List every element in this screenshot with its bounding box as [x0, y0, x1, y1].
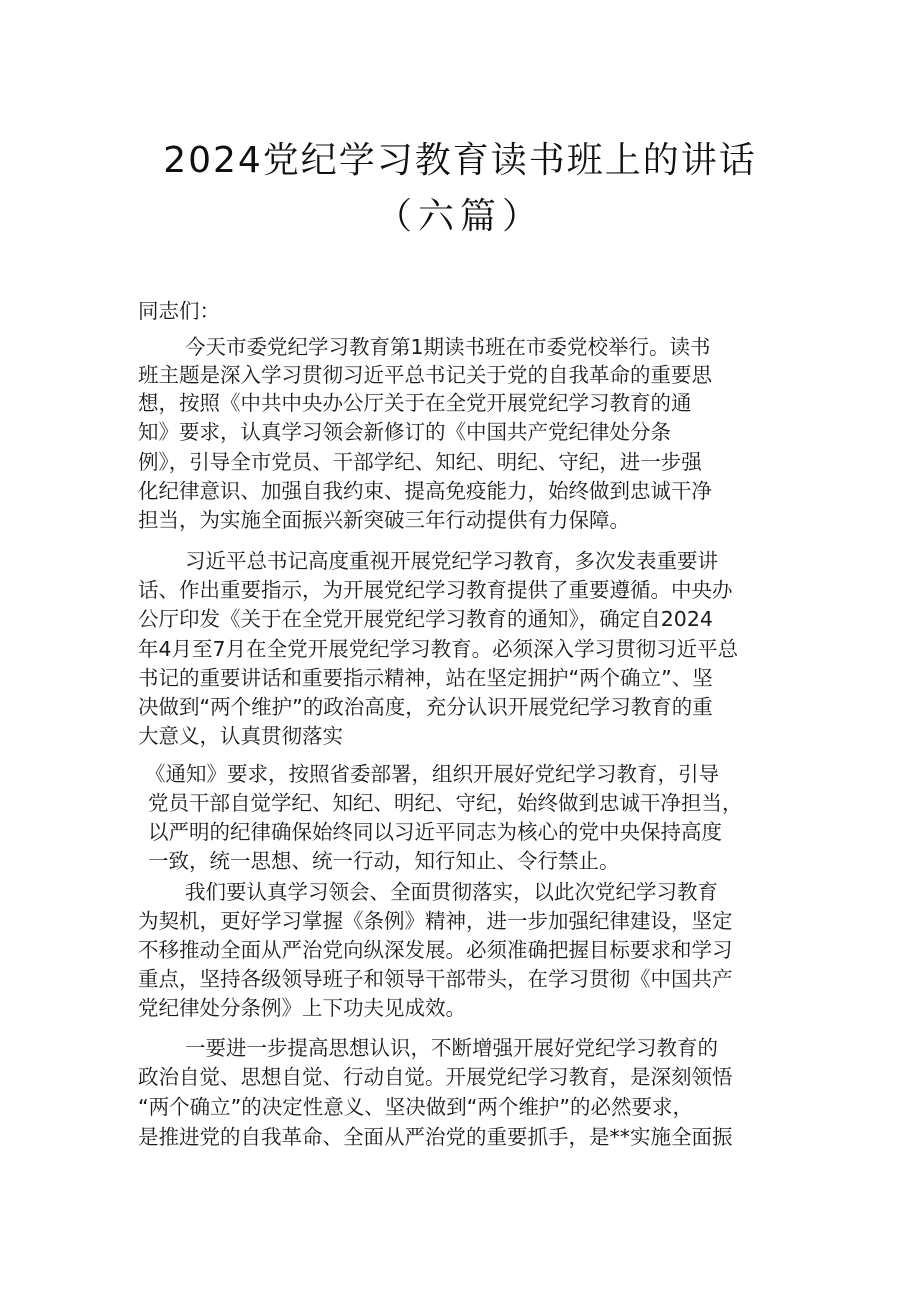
text-line: 知》要求，认真学习领会新修订的《中国共产党纪律处分条 [138, 420, 671, 444]
text-line: 不移推动全面从严治党向纵深发展。必须准确把握目标要求和学习 [138, 938, 733, 962]
document-title: 2024党纪学习教育读书班上的讲话 [163, 140, 757, 181]
text-line: 担当，为实施全面振兴新突破三年行动提供有力保障。 [138, 508, 630, 532]
text-line: 我们要认真学习领会、全面贯彻落实，以此次党纪学习教育 [185, 880, 718, 904]
text-line: 习近平总书记高度重视开展党纪学习教育，多次发表重要讲 [185, 549, 718, 573]
text-line: 大意义，认真贯彻落实 [138, 724, 343, 748]
text-line: 是推进党的自我革命、全面从严治党的重要抓手，是**实施全面振 [138, 1125, 733, 1149]
text-line: 年4月至7月在全党开展党纪学习教育。必须深入学习贯彻习近平总 [138, 637, 739, 661]
text-line: “两个确立”的决定性意义、坚决做到“两个维护”的必然要求， [138, 1095, 693, 1119]
text-line: 今天市委党纪学习教育第1期读书班在市委党校举行。读书 [185, 335, 711, 359]
salutation: 同志们： [138, 299, 220, 323]
text-line: 班主题是深入学习贯彻习近平总书记关于党的自我革命的重要思 [138, 363, 712, 387]
text-line: 想，按照《中共中央办公厅关于在全党开展党纪学习教育的通 [138, 391, 692, 415]
text-line: 一要进一步提高思想认识，不断增强开展好党纪学习教育的 [185, 1036, 718, 1060]
document-title-subtitle: （六篇） [375, 196, 544, 237]
text-line: 例》，引导全市党员、干部学纪、知纪、明纪、守纪，进一步强 [138, 450, 702, 474]
text-line: 一致，统一思想、统一行动，知行知止、令行禁止。 [148, 849, 620, 873]
text-line: 化纪律意识、加强自我约束、提高免疫能力，始终做到忠诚干净 [138, 479, 712, 503]
text-line: 以严明的纪律确保始终同以习近平同志为核心的党中央保持高度 [148, 820, 722, 844]
text-line: 党纪律处分条例》上下功夫见成效。 [138, 996, 466, 1020]
text-line: 话、作出重要指示，为开展党纪学习教育提供了重要遵循。中央办 [138, 578, 733, 602]
text-line: 公厅印发《关于在全党开展党纪学习教育的通知》，确定自2024 [138, 607, 713, 631]
text-line: 决做到“两个维护”的政治高度，充分认识开展党纪学习教育的重 [138, 695, 713, 719]
text-line: 书记的重要讲话和重要指示精神，站在坚定拥护“两个确立”、坚 [138, 666, 713, 690]
text-line: 党员干部自觉学纪、知纪、明纪、守纪，始终做到忠诚干净担当， [148, 791, 743, 815]
text-line: 重点，坚持各级领导班子和领导干部带头，在学习贯彻《中国共产 [138, 967, 733, 991]
text-line: 《通知》要求，按照省委部署，组织开展好党纪学习教育，引导 [145, 762, 719, 786]
text-line: 政治自觉、思想自觉、行动自觉。开展党纪学习教育，是深刻领悟 [138, 1065, 733, 1089]
text-line: 为契机，更好学习掌握《条例》精神，进一步加强纪律建设，坚定 [138, 909, 733, 933]
